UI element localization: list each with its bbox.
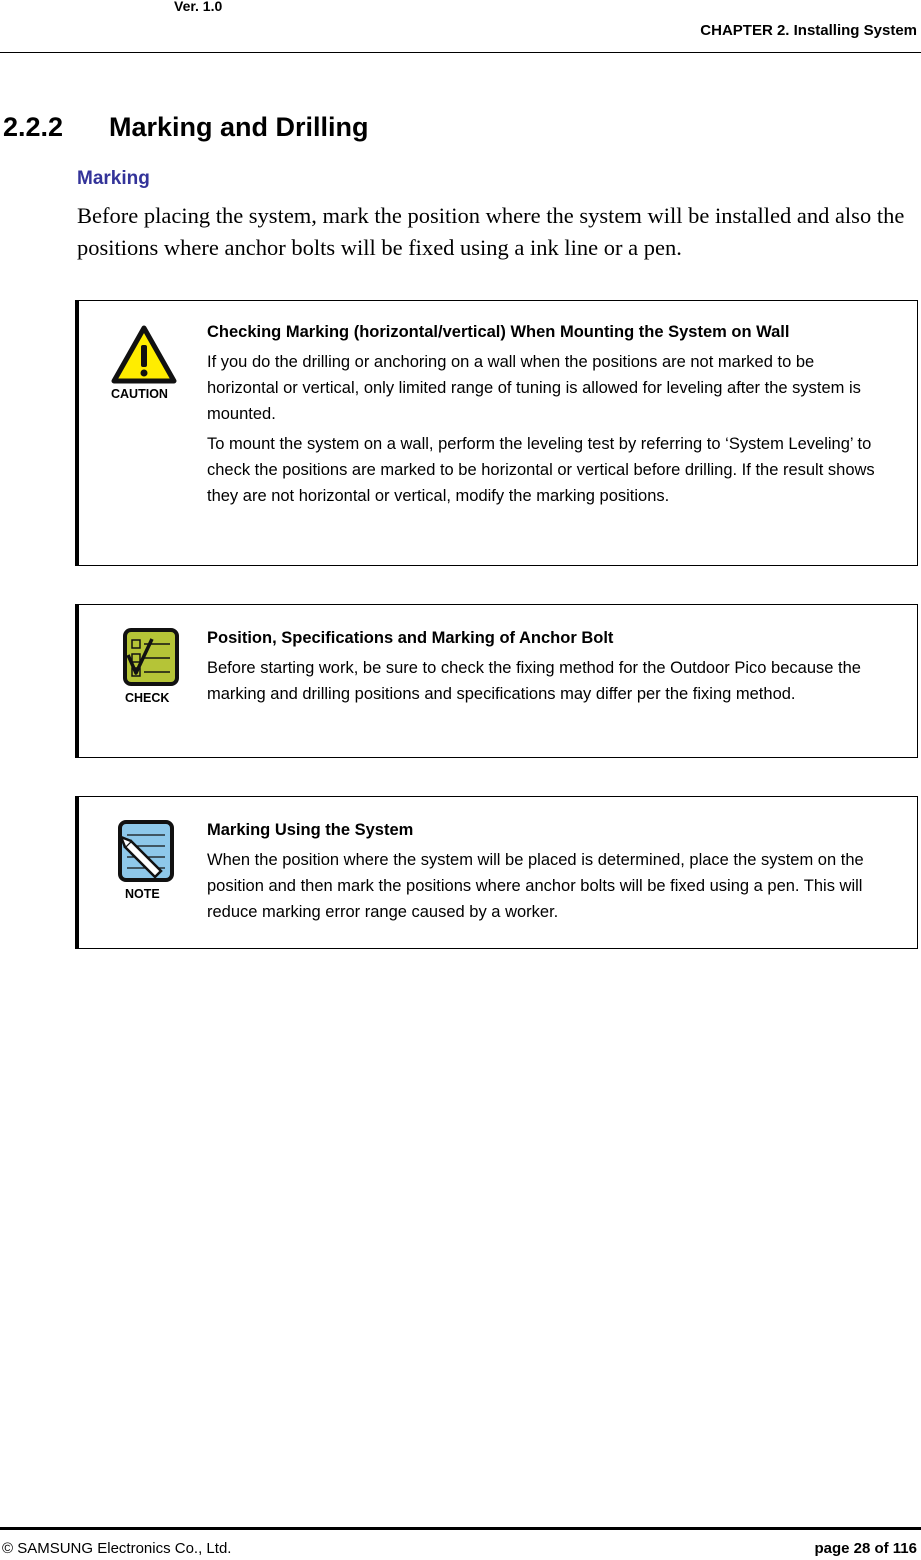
caution-paragraph-1: If you do the drilling or anchoring on a wall when the positions are not marked to be horizontal or vertical, only limited range of tuning is allowed for leveling after the system is mounted.: [207, 353, 861, 423]
check-paragraph-1: Before starting work, be sure to check the fixing method for the Outdoor Pico because the marking and drilling positions and specifications may differ per the fixing method.: [207, 659, 861, 703]
subheading: Marking: [77, 168, 150, 189]
header-divider: [0, 52, 921, 53]
check-label: CHECK: [125, 691, 170, 705]
footer-divider: [0, 1527, 921, 1530]
section-title: Marking and Drilling: [109, 112, 369, 142]
footer-page-number: page 28 of 116: [814, 1540, 917, 1557]
check-box: [75, 604, 918, 758]
section-number: 2.2.2: [3, 112, 64, 142]
note-content: [207, 817, 881, 929]
note-box: [75, 796, 918, 949]
check-title: Position, Specifications and Marking of Anchor Bolt: [207, 629, 614, 647]
chapter-title: CHAPTER 2. Installing System: [700, 22, 917, 39]
note-title: Marking Using the System: [207, 821, 414, 839]
caution-triangle-icon: [111, 325, 177, 385]
note-paragraph-1: When the position where the system will be placed is determined, place the system on the position and then mark the positions where anchor bolts will be fixed using a pen. This will reduce marking error range caused by a worker.: [207, 851, 864, 921]
check-content: [207, 625, 881, 711]
version-label: Ver. 1.0: [174, 0, 223, 14]
note-label: NOTE: [125, 887, 160, 901]
caution-paragraph-2: To mount the system on a wall, perform the leveling test by referring to ‘System Leveling’ to check the positions are marked to be horizontal or vertical before drilling. If the result shows they are not horizontal or vertical, modify the marking positions.: [207, 435, 875, 505]
caution-label: CAUTION: [111, 387, 168, 401]
caution-box: [75, 300, 918, 566]
checklist-icon: [122, 627, 180, 687]
intro-paragraph: Before placing the system, mark the position where the system will be installed and also the positions where anchor bolts will be fixed using a ink line or a pen.: [77, 203, 905, 260]
note-pen-icon: [117, 819, 175, 883]
caution-title: Checking Marking (horizontal/vertical) When Mounting the System on Wall: [207, 323, 790, 341]
section-heading: [3, 112, 369, 143]
footer-copyright: © SAMSUNG Electronics Co., Ltd.: [2, 1540, 232, 1557]
caution-content: [207, 319, 881, 513]
